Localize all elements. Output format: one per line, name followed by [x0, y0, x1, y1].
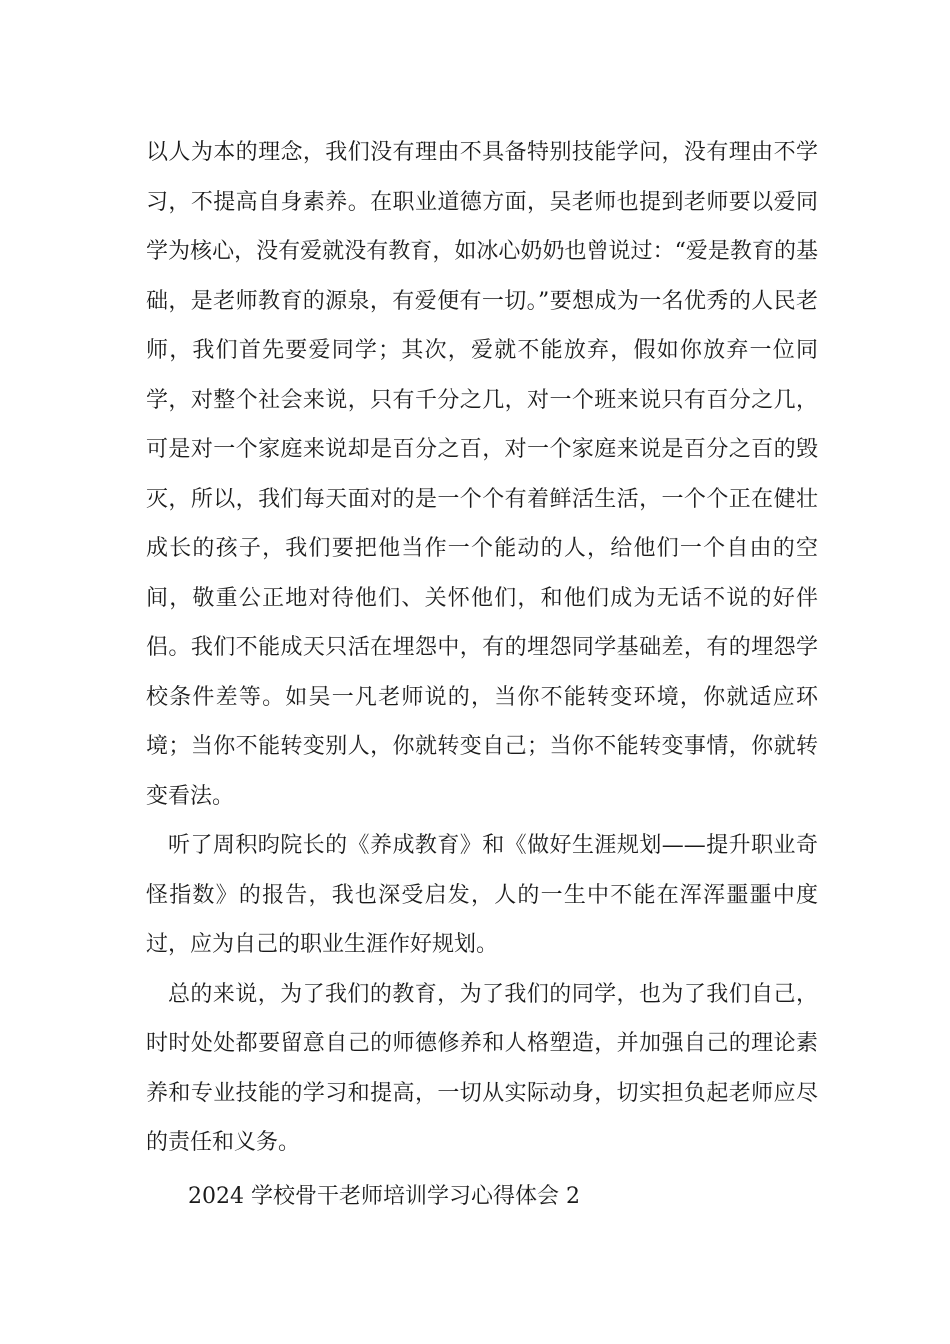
- document-body: [146, 128, 818, 1168]
- paragraph-2: 听了周积昀院长的《养成教育》和《做好生涯规划——提升职业奇怪指数》的报告，我也深受启发，人的一生中不能在浑浑噩噩中度过，应为自己的职业生涯作好规划。: [146, 833, 818, 957]
- section-heading: 2024 学校骨干老师培训学习心得体会 2: [188, 1184, 580, 1209]
- paragraph-3: 总的来说，为了我们的教育，为了我们的同学，也为了我们自己，时时处处都要留意自己的师德修养和人格塑造，并加强自己的理论素养和专业技能的学习和提高，一切从实际动身，切实担负起老师应尽的责任和义务。: [146, 981, 818, 1155]
- paragraph-1: 以人为本的理念，我们没有理由不具备特别技能学问，没有理由不学习，不提高自身素养。在职业道德方面，吴老师也提到老师要以爱同学为核心，没有爱就没有教育，如冰心奶奶也曾说过：“爱是教育的基础，是老师教育的源泉，有爱便有一切。”要想成为一名优秀的人民老师，我们首先要爱同学；其次，爱就不能放弃，假如你放弃一位同学，对整个社会来说，只有千分之几，对一个班来说只有百分之几，可是对一个家庭来说却是百分之百，对一个家庭来说是百分之百的毁灭，所以，我们每天面对的是一个个有着鲜活生活，一个个正在健壮成长的孩子，我们要把他当作一个能动的人，给他们一个自由的空间，敬重公正地对待他们、关怀他们，和他们成为无话不说的好伴侣。我们不能成天只活在埋怨中，有的埋怨同学基础差，有的埋怨学校条件差等。如吴一凡老师说的，当你不能转变环境，你就适应环境；当你不能转变别人，你就转变自己；当你不能转变事情，你就转变看法。: [146, 140, 818, 809]
